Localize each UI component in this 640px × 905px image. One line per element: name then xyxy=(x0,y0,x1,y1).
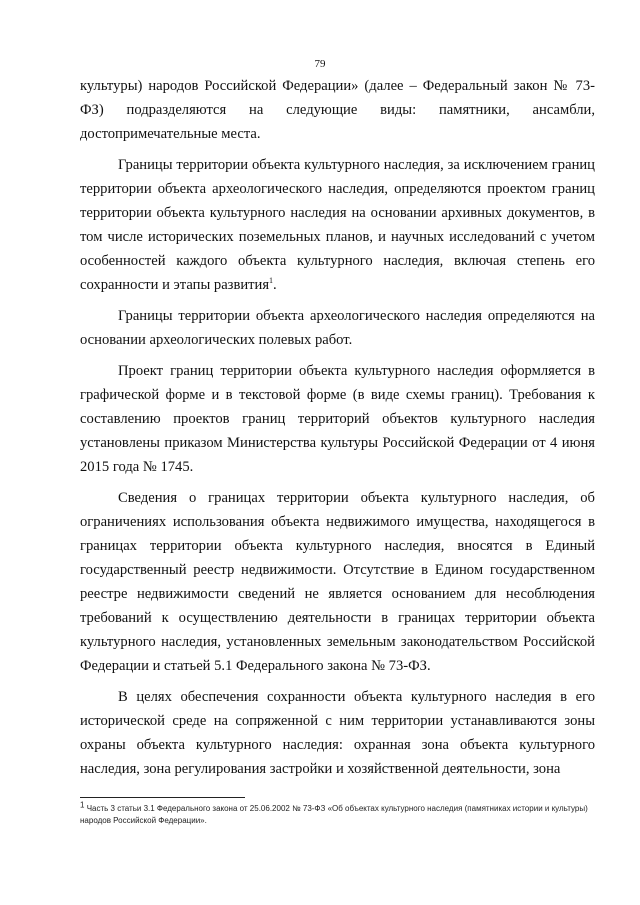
footnote xyxy=(80,800,595,827)
paragraph-end: . xyxy=(273,277,277,293)
paragraph: Сведения о границах территории объекта культурного наследия, об ограничениях использования объекта недвижимого имущества, находящегося в границах территории объекта культурного наследия, вносятся в Единый государственный реестр недвижимости. Отсутствие в Едином государственном реестре недвижимости сведений не является основанием для несоблюдения требований к осуществлению деятельности в границах территории объекта культурного наследия, установленных земельным законодательством Российской Федерации и статьей 5.1 Федерального закона № 73-ФЗ. xyxy=(80,490,595,674)
paragraph: культуры) народов Российской Федерации» (далее – Федеральный закон № 73-ФЗ) подразделяются на следующие виды: памятники, ансамбли, достопримечательные места. xyxy=(80,78,595,142)
paragraph: В целях обеспечения сохранности объекта культурного наследия в его исторической среде на сопряженной с ним территории устанавливаются зоны охраны объекта культурного наследия: охранная зона объекта культурного наследия, зона регулирования застройки и хозяйственной деятельности, зона xyxy=(80,689,595,777)
footnote-reference[interactable]: 1 xyxy=(269,276,274,286)
document-body xyxy=(80,74,595,788)
paragraph-text: Границы территории объекта культурного наследия, за исключением границ территории объекта археологического наследия, определяются проектом границ территории объекта культурного наследия на основании архивных документов, в том числе исторических поземельных планов, и научных исследований с учетом особенностей каждого объекта культурного наследия, включая степень его сохранности и этапы развития xyxy=(80,157,595,293)
paragraph: Проект границ территории объекта культурного наследия оформляется в графической форме и в текстовой форме (в виде схемы границ). Требования к составлению проектов границ территорий объектов культурного наследия установлены приказом Министерства культуры Российской Федерации от 4 июня 2015 года № 1745. xyxy=(80,363,595,475)
page-number: 79 xyxy=(314,58,326,70)
footnote-text: Часть 3 статьи 3.1 Федерального закона от 25.06.2002 № 73-ФЗ «Об объектах культурного наследия (памятниках истории и культуры) народов Российской Федерации». xyxy=(80,804,588,825)
footnote-mark: 1 xyxy=(80,800,85,810)
paragraph-with-footnote xyxy=(80,153,595,297)
footnote-divider xyxy=(80,797,245,798)
paragraph: Границы территории объекта археологического наследия определяются на основании археологических полевых работ. xyxy=(80,308,595,348)
